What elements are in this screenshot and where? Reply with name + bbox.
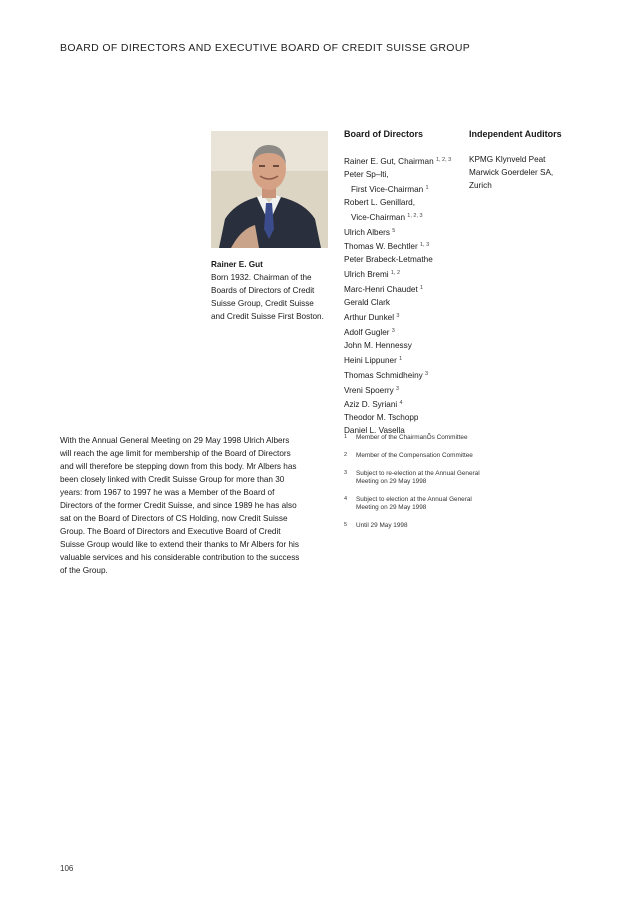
footnote-text: Member of the ChairmanÕs Committee (356, 434, 468, 441)
footnote-list (344, 434, 484, 540)
board-member-name: Theodor M. Tschopp (344, 413, 419, 423)
footnote-ref: 5 (392, 227, 396, 234)
footnote (344, 522, 484, 530)
footnote-number: 1 (344, 434, 348, 440)
board-member (344, 297, 451, 310)
footnote-ref: 3 (425, 370, 429, 377)
board-member (344, 210, 451, 225)
board-member (344, 154, 451, 169)
auditors-heading: Independent Auditors (469, 129, 562, 139)
auditors-list (469, 154, 553, 193)
board-member (344, 254, 451, 267)
board-member-name: Ulrich Albers (344, 227, 390, 237)
body-paragraph: With the Annual General Meeting on 29 May 1998 Ulrich Albers will reach the age limit for membership of the Board of Directors and will therefore be stepping down from this body. Mr Albers has been closely linked with Credit Suisse Group for more than 30 years: from 1967 to 1997 he was a Member of the Board of Directors of the former Credit Suisse, and since 1989 he has also sat on the Board of Directors of CS Holding, now Credit Suisse Group. The Board of Directors and Executive Board of Credit Suisse Group would like to extend their thanks to Mr Albers for his valuable services and his considerable contribution to the success of the Group. (60, 436, 300, 575)
board-member (344, 310, 451, 325)
board-member-name: Rainer E. Gut, Chairman (344, 157, 434, 166)
footnote (344, 452, 484, 460)
board-member (344, 383, 451, 398)
portrait-caption-line: Boards of Directors of Credit (211, 286, 315, 295)
portrait-caption-line: and Credit Suisse First Boston. (211, 312, 324, 321)
footnote-text: Subject to re-election at the Annual General Meeting on 29 May 1998 (356, 470, 480, 485)
footnote-number: 2 (344, 452, 348, 458)
footnote-number: 5 (344, 522, 348, 528)
board-member (344, 368, 451, 383)
footnote-text: Subject to election at the Annual General Meeting on 29 May 1998 (356, 496, 472, 511)
board-member-name: Arthur Dunkel (344, 312, 395, 322)
board-member (344, 412, 451, 425)
board-member-name: Heini Lippuner (344, 355, 397, 365)
footnote-ref: 1, 2, 3 (435, 157, 452, 163)
footnote-ref: 4 (399, 400, 403, 407)
portrait-caption (211, 258, 336, 323)
footnote (344, 434, 484, 442)
board-member (344, 353, 451, 368)
footnote-ref: 1 (399, 355, 403, 362)
footnote (344, 496, 484, 512)
auditor-line: Zurich (469, 180, 492, 190)
board-member (344, 340, 451, 353)
portrait-caption-line: Suisse Group, Credit Suisse (211, 299, 314, 308)
footnote-ref: 1 (420, 285, 424, 292)
board-member (344, 225, 451, 240)
board-member-name: Gerald Clark (344, 298, 390, 308)
footnote-text: Until 29 May 1998 (356, 522, 408, 529)
board-member-name: Aziz D. Syriani (344, 400, 398, 410)
board-member-name: Peter Brabeck-Letmathe (344, 255, 433, 265)
auditor-line: Marwick Goerdeler SA, (469, 167, 554, 177)
board-heading: Board of Directors (344, 129, 424, 139)
board-member-name: Ulrich Bremi (344, 270, 389, 280)
footnote-number: 3 (344, 470, 348, 476)
board-member-name: First Vice-Chairman (351, 184, 424, 194)
board-member (344, 169, 451, 182)
board-member-name: Vice-Chairman (351, 212, 405, 222)
footnote-ref: 1, 2, 3 (407, 212, 423, 219)
board-member-list (344, 154, 451, 438)
footnote-ref: 1, 3 (420, 242, 430, 249)
portrait-photo (211, 131, 328, 248)
footnote-ref: 3 (396, 312, 400, 319)
board-member-name: Marc-Henri Chaudet (344, 285, 418, 295)
board-member (344, 239, 451, 254)
footnote (344, 470, 484, 486)
board-member (344, 267, 451, 282)
board-member-name: Vreni Spoerry (344, 385, 394, 395)
portrait-illustration (211, 131, 328, 248)
board-member-name: John M. Hennessy (344, 340, 412, 350)
footnote-number: 4 (344, 496, 348, 502)
footnote-text: Member of the Compensation Committee (356, 452, 473, 459)
board-member (344, 397, 451, 412)
page-title: BOARD OF DIRECTORS AND EXECUTIVE BOARD OF CREDIT SUISSE GROUP (60, 42, 471, 54)
footnote-ref: 3 (391, 327, 395, 334)
portrait-name: Rainer E. Gut (211, 260, 263, 269)
board-member (344, 182, 451, 197)
board-member (344, 197, 451, 210)
board-member-name: Robert L. Genillard, (344, 197, 415, 207)
board-member-name: Peter Sp–lti, (344, 169, 389, 179)
board-member (344, 325, 451, 340)
footnote-ref: 3 (396, 385, 400, 392)
footnote-ref: 1, 2 (390, 270, 401, 277)
page-number: 106 (60, 864, 74, 873)
portrait-caption-line: Born 1932. Chairman of the (211, 273, 312, 282)
board-member-name: Thomas W. Bechtler (344, 242, 418, 252)
auditor-line: KPMG Klynveld Peat (469, 155, 546, 164)
board-member-name: Daniel L. Vasella (344, 426, 405, 436)
footnote-ref: 1 (425, 184, 429, 191)
board-member-name: Thomas Schmidheiny (344, 370, 423, 380)
board-member-name: Adolf Gugler (344, 327, 390, 337)
board-member (344, 282, 451, 297)
